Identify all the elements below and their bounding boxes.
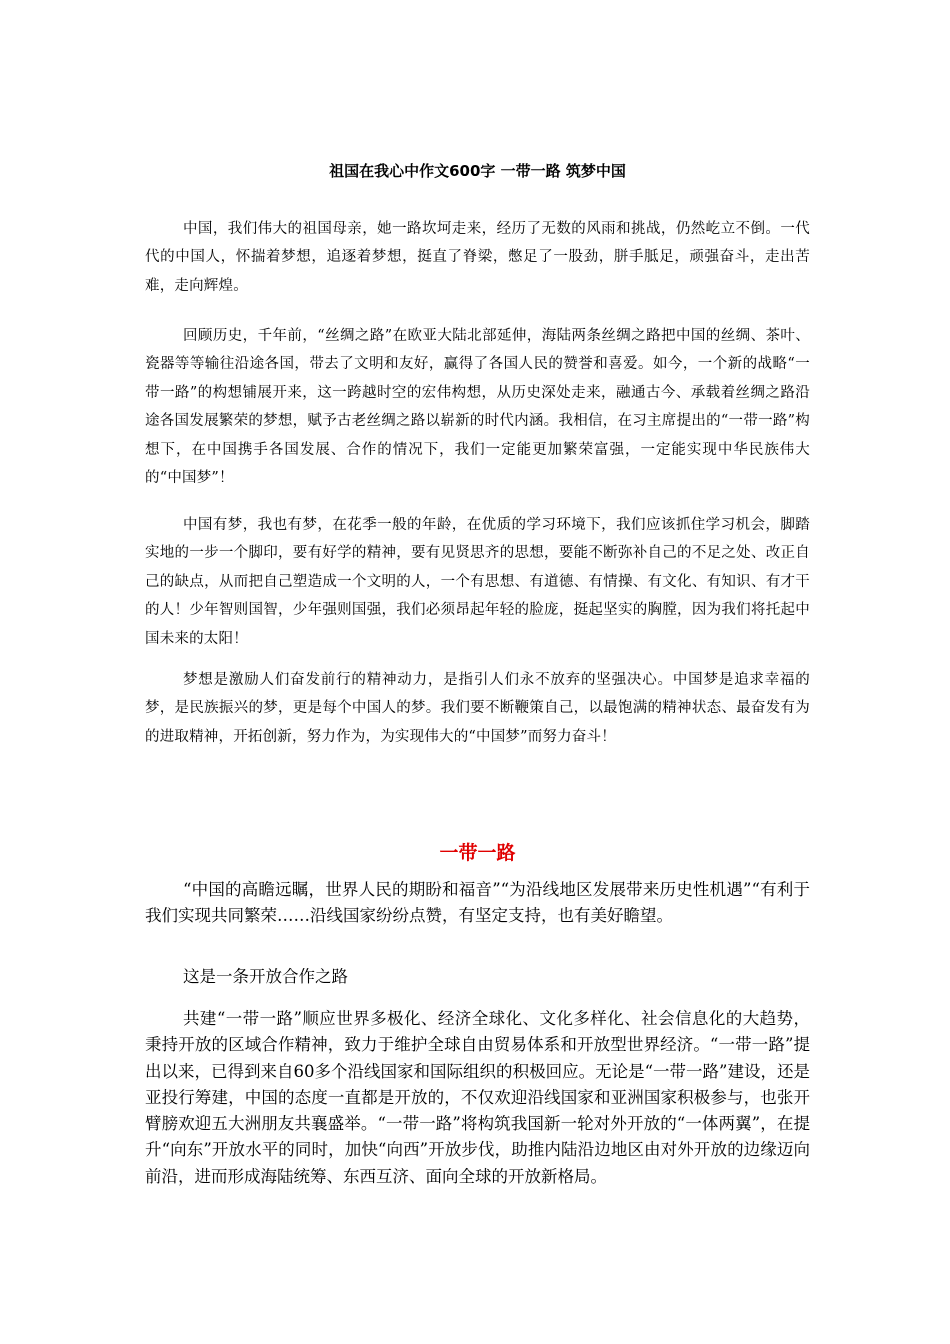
page-title: 祖国在我心中作文600字 一带一路 筑梦中国 (329, 162, 626, 180)
section-heading: 一带一路 (439, 842, 516, 864)
essay-paragraph-2: 回顾历史，千年前，“丝绸之路”在欧亚大陆北部延伸，海陆两条丝绸之路把中国的丝绸、茶叶、瓷器等等输往沿途各国，带去了文明和友好，赢得了各国人民的赞誉和喜爱。如今，一个新的战略“一带一路”的构想铺展开来，这一跨越时空的宏伟构想，从历史深处走来，融通古今、承载着丝绸之路沿途各国发展繁荣的梦想，赋予古老丝绸之路以崭新的时代内涵。我相信，在习主席提出的“一带一路”构想下，在中国携手各国发展、合作的情况下，我们一定能更加繁荣富强，一定能实现中华民族伟大的“中国梦”！ (145, 328, 810, 487)
section-paragraph-2: 这是一条开放合作之路 (183, 967, 348, 986)
essay-paragraph-1: 中国，我们伟大的祖国母亲，她一路坎坷走来，经历了无数的风雨和挑战，仍然屹立不倒。一代代的中国人，怀揣着梦想，追逐着梦想，挺直了脊梁，憋足了一股劲，胼手胝足，顽强奋斗，走出苦难，走向辉煌。 (145, 221, 810, 294)
section-paragraph-3: 共建“一带一路”顺应世界多极化、经济全球化、文化多样化、社会信息化的大趋势，秉持开放的区域合作精神，致力于维护全球自由贸易体系和开放型世界经济。“一带一路”提出以来，已得到来自60多个沿线国家和国际组织的积极回应。无论是“一带一路”建设，还是亚投行筹建，中国的态度一直都是开放的，不仅欢迎沿线国家和亚洲国家积极参与，也张开臂膀欢迎五大洲朋友共襄盛举。“一带一路”将构筑我国新一轮对外开放的“一体两翼”，在提升“向东”开放水平的同时，加快“向西”开放步伐，助推内陆沿边地区由对外开放的边缘迈向前沿，进而形成海陆统筹、东西互济、面向全球的开放新格局。 (145, 1009, 810, 1186)
section-paragraph-1: “中国的高瞻远瞩，世界人民的期盼和福音”“为沿线地区发展带来历史性机遇”“有利于我们实现共同繁荣……沿线国家纷纷点赞，有坚定支持，也有美好瞻望。 (145, 880, 810, 926)
essay-paragraph-3: 中国有梦，我也有梦，在花季一般的年龄，在优质的学习环境下，我们应该抓住学习机会，脚踏实地的一步一个脚印，要有好学的精神，要有见贤思齐的思想，要能不断弥补自己的不足之处、改正自己的缺点，从而把自己塑造成一个文明的人，一个有思想、有道德、有情操、有文化、有知识、有才干的人！少年智则国智，少年强则国强，我们必须昂起年轻的脸庞，挺起坚实的胸膛，因为我们将托起中国未来的太阳！ (145, 517, 810, 647)
essay-paragraph-4: 梦想是激励人们奋发前行的精神动力，是指引人们永不放弃的坚强决心。中国梦是追求幸福的梦，是民族振兴的梦，更是每个中国人的梦。我们要不断鞭策自己，以最饱满的精神状态、最奋发有为的进取精神，开拓创新，努力作为，为实现伟大的“中国梦”而努力奋斗！ (145, 672, 810, 745)
